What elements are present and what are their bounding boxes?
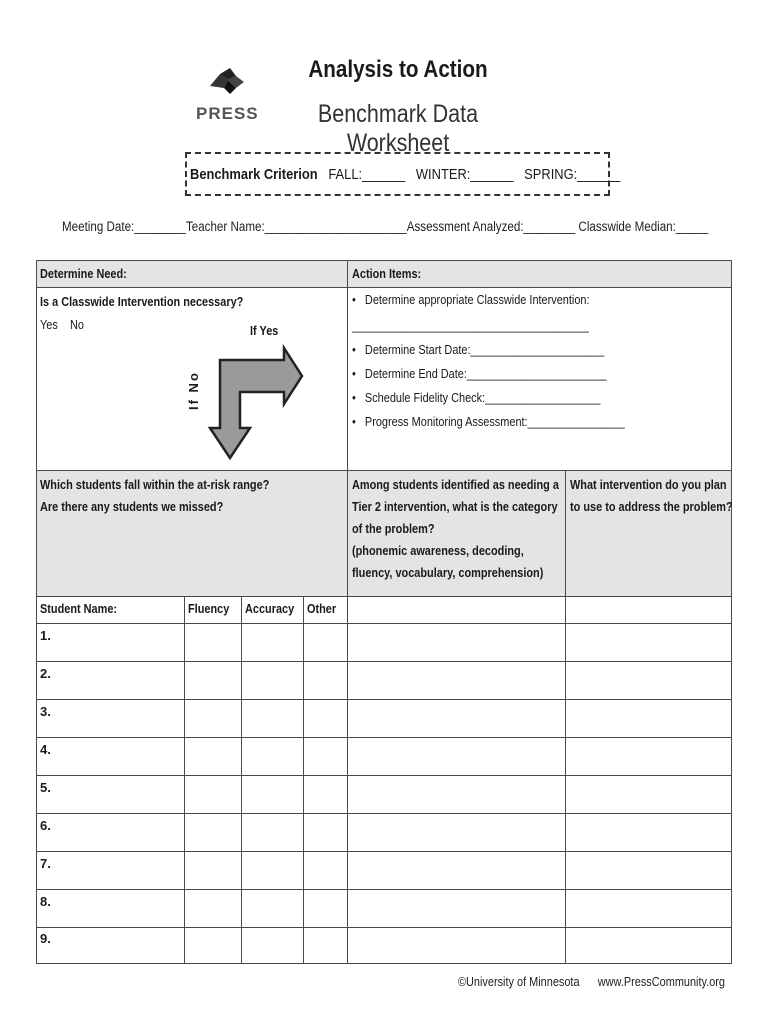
classwide-median-field[interactable]: Classwide Median:_____ [578, 219, 709, 234]
category-question-line3: of the problem? [352, 521, 435, 536]
winter-field[interactable]: WINTER:______ [415, 166, 514, 183]
column-other: Other [307, 601, 337, 616]
determine-need-heading: Determine Need: [40, 266, 127, 281]
bullet-intervention[interactable]: • Determine appropriate Classwide Intervention: [352, 292, 590, 307]
if-yes-label: If Yes [250, 323, 279, 338]
teacher-name-field[interactable]: Teacher Name:______________________ [185, 219, 407, 234]
category-question-line4: (phonemic awareness, decoding, [352, 543, 524, 558]
column-student-name: Student Name: [40, 601, 118, 616]
if-no-label: If No [186, 371, 201, 410]
assessment-analyzed-field[interactable]: Assessment Analyzed:________ [406, 219, 576, 234]
row-number-8: 8. [40, 894, 51, 909]
row-number-3: 3. [40, 704, 51, 719]
row-number-2: 2. [40, 666, 51, 681]
bullet-intervention-line[interactable]: _______________________________________ [352, 318, 589, 333]
decision-arrow-icon [206, 344, 306, 462]
row-number-4: 4. [40, 742, 51, 757]
row-number-5: 5. [40, 780, 51, 795]
missed-question: Are there any students we missed? [40, 499, 224, 514]
footer [458, 974, 727, 989]
yes-no-options [40, 314, 84, 336]
classwide-question: Is a Classwide Intervention necessary? [40, 294, 244, 309]
bullet-fidelity-check[interactable]: • Schedule Fidelity Check:___________________ [352, 390, 601, 405]
intervention-question-line1: What intervention do you plan [570, 477, 727, 492]
criterion-label: Benchmark Criterion [190, 166, 318, 183]
intervention-question-line2: to use to address the problem? [570, 499, 733, 514]
column-accuracy: Accuracy [245, 601, 295, 616]
category-question-line2: Tier 2 intervention, what is the category [352, 499, 558, 514]
criterion-row [190, 166, 621, 183]
page-subtitle: Benchmark Data Worksheet [317, 100, 479, 157]
row-number-6: 6. [40, 818, 51, 833]
press-logo [196, 64, 258, 122]
bullet-start-date[interactable]: • Determine Start Date:______________________ [352, 342, 605, 357]
book-logo-icon [206, 64, 248, 98]
spring-field[interactable]: SPRING:______ [524, 166, 621, 183]
meeting-info-row [62, 219, 709, 234]
meeting-date-field[interactable]: Meeting Date:________ [62, 219, 186, 234]
row-number-1: 1. [40, 628, 51, 643]
category-question-line5: fluency, vocabulary, comprehension) [352, 565, 544, 580]
at-risk-question: Which students fall within the at-risk range? [40, 477, 270, 492]
category-question-line1: Among students identified as needing a [352, 477, 559, 492]
yes-option[interactable]: Yes [40, 317, 58, 332]
website-link[interactable]: www.PressCommunity.org [597, 974, 725, 989]
action-items-heading: Action Items: [352, 266, 422, 281]
bullet-end-date[interactable]: • Determine End Date:_______________________ [352, 366, 607, 381]
page-title: Analysis to Action [308, 56, 488, 83]
copyright-text: ©University of Minnesota [458, 974, 580, 989]
logo-text: PRESS [196, 104, 259, 123]
bullet-progress-monitoring[interactable]: • Progress Monitoring Assessment:________________ [352, 414, 625, 429]
column-fluency: Fluency [188, 601, 230, 616]
fall-field[interactable]: FALL:______ [328, 166, 406, 183]
row-number-9: 9. [40, 931, 51, 946]
no-option[interactable]: No [69, 317, 84, 332]
row-number-7: 7. [40, 856, 51, 871]
